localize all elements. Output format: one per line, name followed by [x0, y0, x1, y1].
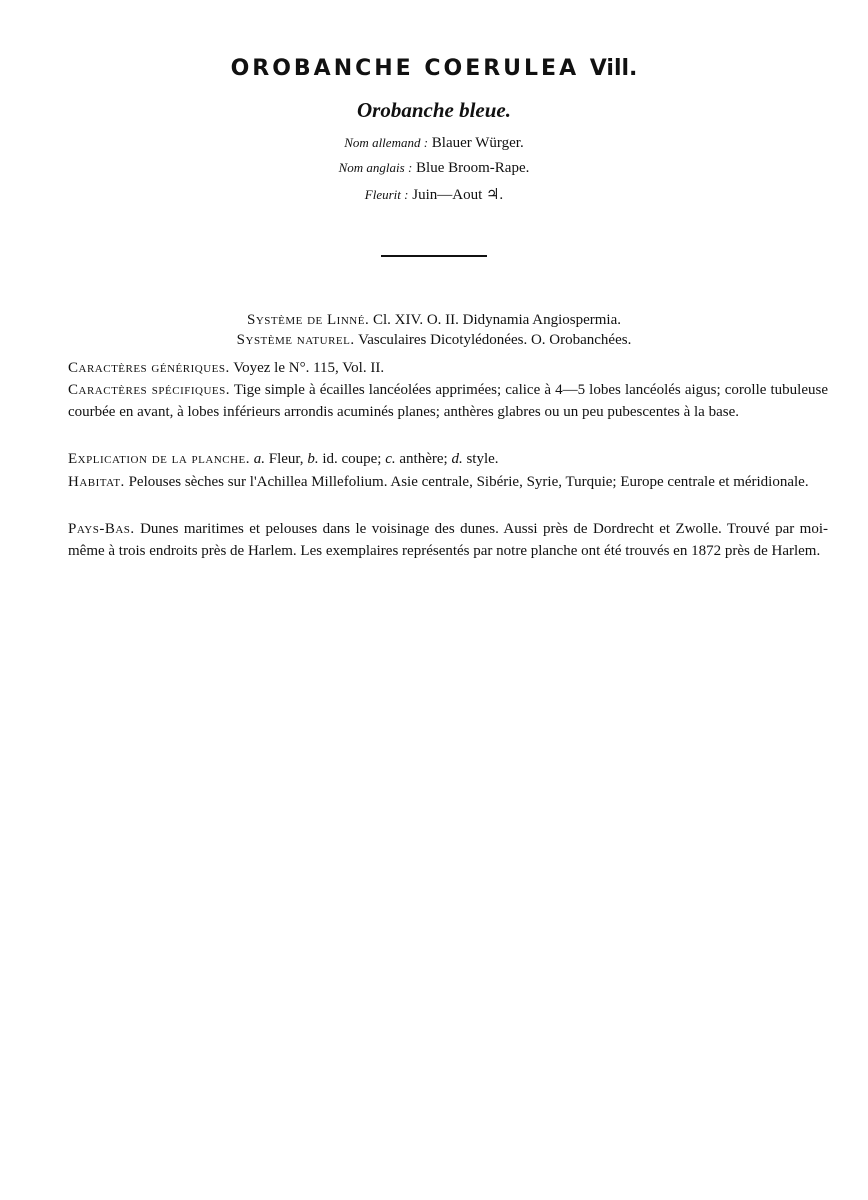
english-name-label: Nom anglais : — [338, 160, 413, 175]
german-name-line — [0, 135, 868, 152]
generic-characters-text: Voyez le N°. 115, Vol. II. — [233, 360, 385, 376]
species-name: OROBANCHE COERULEA — [230, 56, 580, 81]
german-name-value: Blauer Würger. — [431, 135, 524, 151]
plate-key-d: d. — [451, 451, 463, 467]
english-name-value: Blue Broom-Rape. — [416, 160, 530, 176]
generic-characters-label: Caractères génériques. — [68, 360, 230, 376]
plate-explanation-label: Explication de la planche. — [68, 451, 250, 467]
species-author: Vill. — [589, 56, 638, 81]
netherlands-text: Dunes maritimes et pelouses dans le voisinage des dunes. Aussi près de Dordrecht et Zwolle. Trouvé par moi-même à trois endroits près de Harlem. Les exemplaires représentés par notre planche ont été trouvés en 1872 près de Harlem. — [68, 521, 829, 559]
specific-characters-text: Tige simple à écailles lancéolées apprimées; calice à 4—5 lobes lancéolés aigus; corolle tubuleuse courbée en avant, à lobes inférieurs arrondis acuminés planes; anthères glabres ou un peu pubescentes à la base. — [68, 382, 828, 420]
flowering-line — [0, 185, 868, 204]
natural-system-line — [0, 332, 868, 349]
page-title — [0, 56, 868, 81]
linne-label: Système de Linné. — [247, 312, 370, 328]
german-name-label: Nom allemand : — [344, 135, 429, 150]
divider-rule — [381, 255, 487, 257]
netherlands-paragraph — [68, 518, 828, 562]
common-name: Orobanche bleue. — [357, 98, 511, 122]
plate-key-b: b. — [307, 451, 319, 467]
netherlands-label: Pays-Bas. — [68, 521, 135, 537]
plate-key-b-text: id. coupe; — [322, 451, 382, 467]
specific-characters-paragraph — [68, 379, 828, 423]
linne-system-line — [0, 312, 868, 329]
flowering-label: Fleurit : — [364, 187, 409, 202]
english-name-line — [0, 160, 868, 177]
naturel-label: Système naturel. — [236, 332, 355, 348]
plate-key-a-text: Fleur, — [268, 451, 304, 467]
linne-text: Cl. XIV. O. II. Didynamia Angiospermia. — [372, 312, 621, 328]
habitat-label: Habitat. — [68, 474, 125, 490]
generic-characters-paragraph — [68, 357, 828, 379]
plate-key-c-text: anthère; — [399, 451, 448, 467]
habitat-paragraph — [68, 471, 828, 493]
plate-explanation-paragraph — [68, 448, 828, 470]
habitat-text: Pelouses sèches sur l'Achillea Millefolium. Asie centrale, Sibérie, Syrie, Turquie; Europe centrale et méridionale. — [128, 474, 809, 490]
naturel-text: Vasculaires Dicotylédonées. O. Orobanchées. — [358, 332, 632, 348]
plate-key-c: c. — [385, 451, 396, 467]
flowering-value: Juin—Aout ♃. — [412, 187, 504, 203]
plate-key-a: a. — [253, 451, 265, 467]
plate-key-d-text: style. — [466, 451, 499, 467]
specific-characters-label: Caractères spécifiques. — [68, 382, 230, 398]
